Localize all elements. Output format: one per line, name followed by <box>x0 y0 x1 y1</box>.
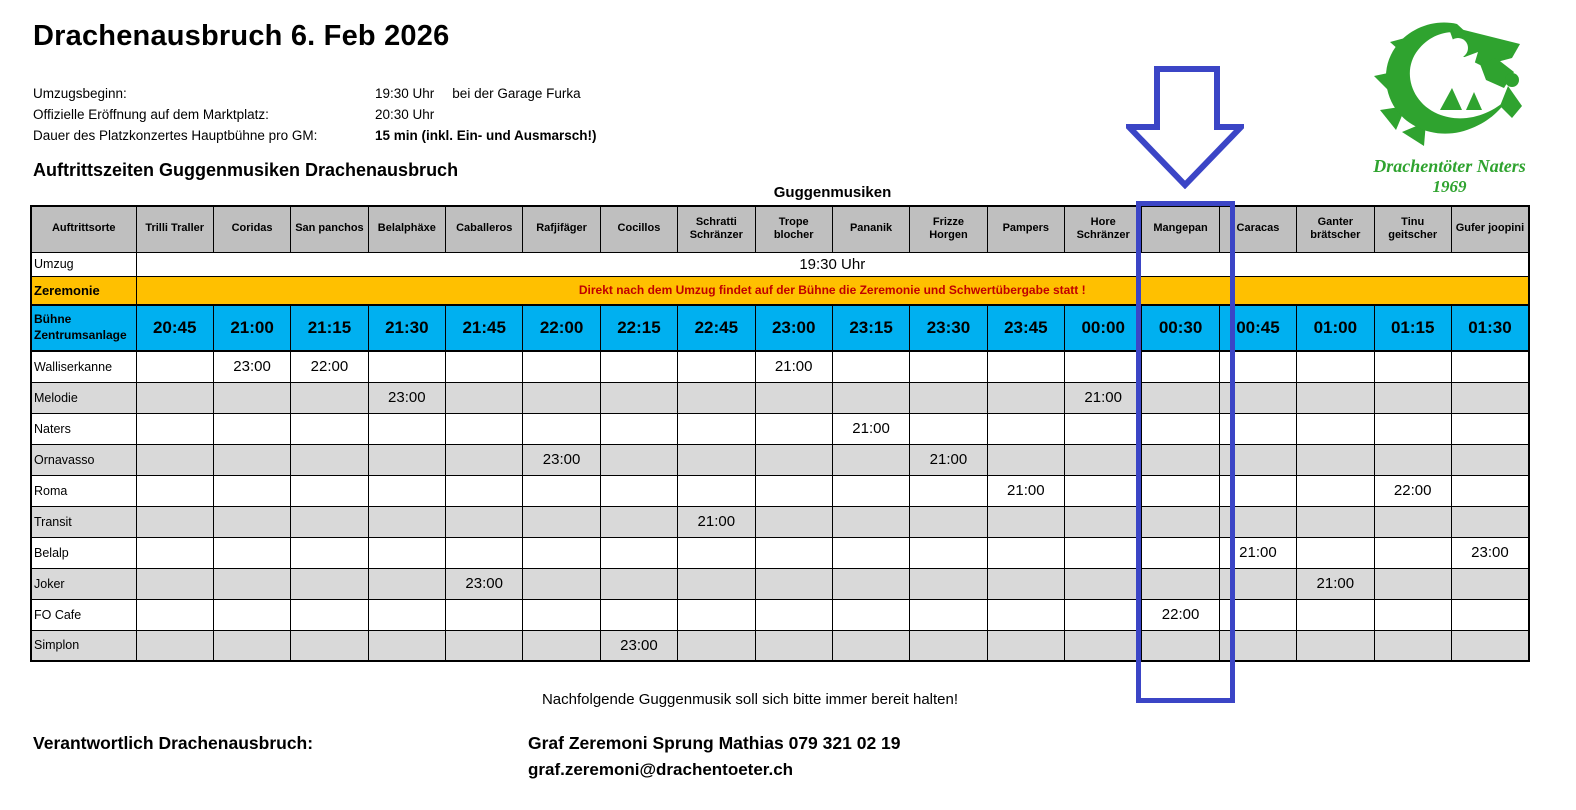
band-header: Frizze Horgen <box>910 206 987 252</box>
time-cell <box>678 382 755 413</box>
time-cell <box>910 599 987 630</box>
time-cell <box>1219 568 1296 599</box>
band-header: Belalphäxe <box>368 206 445 252</box>
logo-year: 1969 <box>1432 176 1467 196</box>
time-cell: 23:00 <box>446 568 523 599</box>
stage-time-cell: 01:15 <box>1374 305 1451 351</box>
time-cell <box>1451 630 1529 661</box>
time-cell <box>368 506 445 537</box>
stage-time-cell: 21:00 <box>213 305 290 351</box>
band-header: Trilli Traller <box>136 206 213 252</box>
table-header-row <box>31 206 1529 252</box>
time-cell <box>446 537 523 568</box>
time-cell: 22:00 <box>291 351 368 382</box>
time-cell <box>523 382 600 413</box>
time-cell <box>755 475 832 506</box>
time-cell <box>1142 382 1219 413</box>
time-cell <box>523 506 600 537</box>
time-cell <box>832 630 909 661</box>
time-cell <box>1297 506 1374 537</box>
time-cell <box>446 382 523 413</box>
time-cell <box>678 475 755 506</box>
time-cell <box>368 475 445 506</box>
venue-row <box>31 413 1529 444</box>
time-cell <box>600 382 677 413</box>
time-cell <box>368 351 445 382</box>
time-cell <box>213 506 290 537</box>
buehne-row <box>31 305 1529 351</box>
band-header: Pampers <box>987 206 1064 252</box>
band-header: Caballeros <box>446 206 523 252</box>
band-header: Hore Schränzer <box>1065 206 1142 252</box>
time-cell <box>755 537 832 568</box>
band-header: San panchos <box>291 206 368 252</box>
time-cell: 21:00 <box>1297 568 1374 599</box>
time-cell <box>136 568 213 599</box>
time-cell <box>1374 599 1451 630</box>
time-cell <box>1297 444 1374 475</box>
responsible-name: Graf Zeremoni Sprung Mathias 079 321 02 19 <box>528 733 901 753</box>
time-cell <box>1451 413 1529 444</box>
info-row-umzugsbeginn <box>33 86 581 101</box>
venue-row <box>31 568 1529 599</box>
time-cell <box>832 599 909 630</box>
section-heading: Auftrittszeiten Guggenmusiken Drachenausbruch <box>33 160 459 180</box>
time-cell <box>1451 475 1529 506</box>
time-cell <box>1219 351 1296 382</box>
time-cell <box>987 351 1064 382</box>
venue-row <box>31 506 1529 537</box>
time-cell <box>678 568 755 599</box>
stage-time-cell: 21:15 <box>291 305 368 351</box>
down-arrow-icon <box>1126 66 1244 189</box>
time-cell <box>832 475 909 506</box>
time-cell <box>1065 444 1142 475</box>
time-cell <box>213 444 290 475</box>
stage-time-cell: 22:00 <box>523 305 600 351</box>
time-cell <box>291 382 368 413</box>
dragon-logo-icon <box>1362 14 1537 152</box>
time-cell <box>1142 444 1219 475</box>
stage-time-cell: 23:45 <box>987 305 1064 351</box>
venue-label: Transit <box>31 506 136 537</box>
time-cell <box>368 630 445 661</box>
venue-label: Roma <box>31 475 136 506</box>
time-cell <box>1142 475 1219 506</box>
time-cell <box>446 506 523 537</box>
time-cell <box>213 630 290 661</box>
time-cell <box>291 506 368 537</box>
umzug-value: 19:30 Uhr <box>136 252 1529 276</box>
time-cell <box>523 475 600 506</box>
time-cell <box>1297 351 1374 382</box>
band-header: Tinu geitscher <box>1374 206 1451 252</box>
time-cell <box>523 351 600 382</box>
time-cell <box>1219 444 1296 475</box>
time-cell <box>910 537 987 568</box>
stage-time-cell: 21:30 <box>368 305 445 351</box>
time-cell: 21:00 <box>910 444 987 475</box>
time-cell <box>600 506 677 537</box>
club-logo <box>1362 14 1537 194</box>
time-cell: 22:00 <box>1142 599 1219 630</box>
time-cell <box>600 537 677 568</box>
time-cell: 21:00 <box>1065 382 1142 413</box>
time-cell <box>1065 537 1142 568</box>
time-cell <box>1142 506 1219 537</box>
info-label: Umzugsbeginn: <box>33 86 127 101</box>
time-cell <box>1297 382 1374 413</box>
time-cell <box>1451 599 1529 630</box>
time-cell: 21:00 <box>755 351 832 382</box>
time-cell <box>213 537 290 568</box>
time-cell <box>1374 413 1451 444</box>
time-cell: 21:00 <box>1219 537 1296 568</box>
time-cell <box>678 537 755 568</box>
time-cell <box>1219 413 1296 444</box>
time-cell <box>910 351 987 382</box>
time-cell <box>987 506 1064 537</box>
time-cell <box>987 537 1064 568</box>
time-cell: 21:00 <box>987 475 1064 506</box>
time-cell <box>136 382 213 413</box>
time-cell <box>523 599 600 630</box>
band-header: Coridas <box>213 206 290 252</box>
time-cell <box>136 537 213 568</box>
band-header: Cocillos <box>600 206 677 252</box>
info-extra: bei der Garage Furka <box>452 86 581 101</box>
time-cell <box>755 506 832 537</box>
time-cell <box>1142 537 1219 568</box>
stage-time-cell: 00:00 <box>1065 305 1142 351</box>
time-cell <box>987 444 1064 475</box>
time-cell <box>368 568 445 599</box>
time-cell <box>136 506 213 537</box>
row-label-buehne: Bühne Zentrumsanlage <box>31 305 136 351</box>
time-cell <box>291 599 368 630</box>
band-header: Caracas <box>1219 206 1296 252</box>
venue-label: Joker <box>31 568 136 599</box>
zeremonie-value: Direkt nach dem Umzug findet auf der Bühne die Zeremonie und Schwertübergabe statt ! <box>136 276 1529 305</box>
time-cell: 23:00 <box>523 444 600 475</box>
time-cell <box>1297 537 1374 568</box>
table-title: Guggenmusiken <box>773 184 892 201</box>
time-cell <box>1142 413 1219 444</box>
time-cell <box>1451 351 1529 382</box>
time-cell: 21:00 <box>832 413 909 444</box>
time-cell <box>1065 630 1142 661</box>
time-cell <box>136 413 213 444</box>
time-cell <box>213 413 290 444</box>
time-cell <box>1297 413 1374 444</box>
time-cell <box>1374 506 1451 537</box>
time-cell <box>291 413 368 444</box>
time-cell: 23:00 <box>213 351 290 382</box>
stage-time-cell: 20:45 <box>136 305 213 351</box>
time-cell <box>600 351 677 382</box>
time-cell <box>1219 506 1296 537</box>
stage-time-cell: 00:30 <box>1142 305 1219 351</box>
time-cell <box>523 413 600 444</box>
info-value: 15 min (inkl. Ein- und Ausmarsch!) <box>375 128 597 143</box>
time-cell <box>213 599 290 630</box>
time-cell <box>291 630 368 661</box>
stage-time-cell: 22:15 <box>600 305 677 351</box>
time-cell: 23:00 <box>368 382 445 413</box>
time-cell <box>678 413 755 444</box>
time-cell <box>213 382 290 413</box>
venue-label: Belalp <box>31 537 136 568</box>
venue-label: Walliserkanne <box>31 351 136 382</box>
time-cell <box>1065 506 1142 537</box>
venue-label: FO Cafe <box>31 599 136 630</box>
time-cell <box>136 475 213 506</box>
time-cell <box>600 599 677 630</box>
row-label-umzug: Umzug <box>31 252 136 276</box>
corner-header: Auftrittsorte <box>31 206 136 252</box>
time-cell <box>523 537 600 568</box>
time-cell <box>987 413 1064 444</box>
time-cell <box>1374 444 1451 475</box>
time-cell <box>1374 630 1451 661</box>
time-cell <box>755 382 832 413</box>
time-cell <box>755 568 832 599</box>
logo-name: Drachentöter Naters <box>1373 156 1526 176</box>
stage-time-cell: 23:00 <box>755 305 832 351</box>
time-cell <box>678 351 755 382</box>
time-cell <box>600 444 677 475</box>
stage-time-cell: 01:30 <box>1451 305 1529 351</box>
time-cell <box>1219 475 1296 506</box>
time-cell <box>446 444 523 475</box>
time-cell <box>1451 506 1529 537</box>
band-header: Mangepan <box>1142 206 1219 252</box>
time-cell <box>987 599 1064 630</box>
umzug-row <box>31 252 1529 276</box>
responsible-label: Verantwortlich Drachenausbruch: <box>33 733 314 753</box>
time-cell <box>1451 382 1529 413</box>
band-header: Gufer joopini <box>1451 206 1529 252</box>
stage-time-cell: 23:30 <box>910 305 987 351</box>
time-cell <box>910 568 987 599</box>
time-cell <box>910 382 987 413</box>
time-cell <box>755 630 832 661</box>
venue-row <box>31 630 1529 661</box>
time-cell <box>291 475 368 506</box>
time-cell <box>1142 351 1219 382</box>
time-cell <box>910 630 987 661</box>
time-cell <box>1451 444 1529 475</box>
time-cell <box>523 630 600 661</box>
time-cell <box>1142 630 1219 661</box>
venue-row <box>31 351 1529 382</box>
time-cell <box>987 382 1064 413</box>
time-cell <box>600 475 677 506</box>
time-cell <box>910 506 987 537</box>
time-cell <box>368 413 445 444</box>
time-cell <box>446 413 523 444</box>
time-cell <box>446 599 523 630</box>
row-label-zeremonie: Zeremonie <box>31 276 136 305</box>
stage-time-cell: 01:00 <box>1297 305 1374 351</box>
time-cell <box>755 444 832 475</box>
time-cell <box>832 568 909 599</box>
time-cell <box>213 568 290 599</box>
time-cell <box>1065 413 1142 444</box>
time-cell <box>832 444 909 475</box>
time-cell <box>446 630 523 661</box>
band-header: Ganter brätscher <box>1297 206 1374 252</box>
time-cell <box>910 475 987 506</box>
time-cell <box>136 444 213 475</box>
info-row-dauer <box>33 128 597 143</box>
venue-label: Naters <box>31 413 136 444</box>
time-cell <box>1065 599 1142 630</box>
time-cell <box>1219 382 1296 413</box>
time-cell <box>1297 599 1374 630</box>
time-cell <box>291 444 368 475</box>
time-cell <box>291 537 368 568</box>
venue-row <box>31 444 1529 475</box>
stage-time-cell: 22:45 <box>678 305 755 351</box>
time-cell <box>446 351 523 382</box>
time-cell <box>1219 599 1296 630</box>
venue-label: Melodie <box>31 382 136 413</box>
time-cell <box>832 351 909 382</box>
time-cell <box>678 599 755 630</box>
time-cell <box>1374 382 1451 413</box>
time-cell <box>1142 568 1219 599</box>
time-cell <box>832 506 909 537</box>
time-cell <box>368 444 445 475</box>
venue-label: Simplon <box>31 630 136 661</box>
page-title: Drachenausbruch 6. Feb 2026 <box>33 20 450 52</box>
zeremonie-row <box>31 276 1529 305</box>
band-header: Trope blocher <box>755 206 832 252</box>
time-cell <box>1219 630 1296 661</box>
bottom-note: Nachfolgende Guggenmusik soll sich bitte immer bereit halten! <box>541 691 959 708</box>
schedule-table <box>30 205 1530 662</box>
venue-row <box>31 382 1529 413</box>
responsible-email: graf.zeremoni@drachentoeter.ch <box>528 760 794 779</box>
time-cell: 23:00 <box>1451 537 1529 568</box>
time-cell <box>291 568 368 599</box>
time-cell <box>446 475 523 506</box>
time-cell <box>832 537 909 568</box>
time-cell <box>1374 568 1451 599</box>
venue-label: Ornavasso <box>31 444 136 475</box>
info-value: 20:30 Uhr <box>375 107 435 122</box>
time-cell: 22:00 <box>1374 475 1451 506</box>
stage-time-cell: 21:45 <box>446 305 523 351</box>
band-header: Rafjifäger <box>523 206 600 252</box>
time-cell <box>678 630 755 661</box>
time-cell <box>368 599 445 630</box>
time-cell <box>1374 537 1451 568</box>
time-cell <box>1065 351 1142 382</box>
stage-time-cell: 00:45 <box>1219 305 1296 351</box>
info-row-eroeffnung <box>33 107 434 122</box>
time-cell <box>755 413 832 444</box>
time-cell <box>600 568 677 599</box>
band-header: Schratti Schränzer <box>678 206 755 252</box>
time-cell: 23:00 <box>600 630 677 661</box>
time-cell <box>678 444 755 475</box>
info-value: 19:30 Uhr <box>375 86 435 101</box>
time-cell <box>1297 475 1374 506</box>
time-cell <box>136 351 213 382</box>
venue-row <box>31 599 1529 630</box>
time-cell <box>1065 475 1142 506</box>
venue-row <box>31 537 1529 568</box>
time-cell: 21:00 <box>678 506 755 537</box>
time-cell <box>755 599 832 630</box>
time-cell <box>987 568 1064 599</box>
time-cell <box>832 382 909 413</box>
time-cell <box>136 630 213 661</box>
time-cell <box>1297 630 1374 661</box>
time-cell <box>600 413 677 444</box>
time-cell <box>368 537 445 568</box>
stage-time-cell: 23:15 <box>832 305 909 351</box>
venue-row <box>31 475 1529 506</box>
time-cell <box>987 630 1064 661</box>
info-label: Dauer des Platzkonzertes Hauptbühne pro GM: <box>33 128 318 143</box>
time-cell <box>213 475 290 506</box>
band-header: Pananik <box>832 206 909 252</box>
time-cell <box>1451 568 1529 599</box>
time-cell <box>523 568 600 599</box>
time-cell <box>1374 351 1451 382</box>
time-cell <box>1065 568 1142 599</box>
info-label: Offizielle Eröffnung auf dem Marktplatz: <box>33 107 269 122</box>
time-cell <box>910 413 987 444</box>
time-cell <box>136 599 213 630</box>
